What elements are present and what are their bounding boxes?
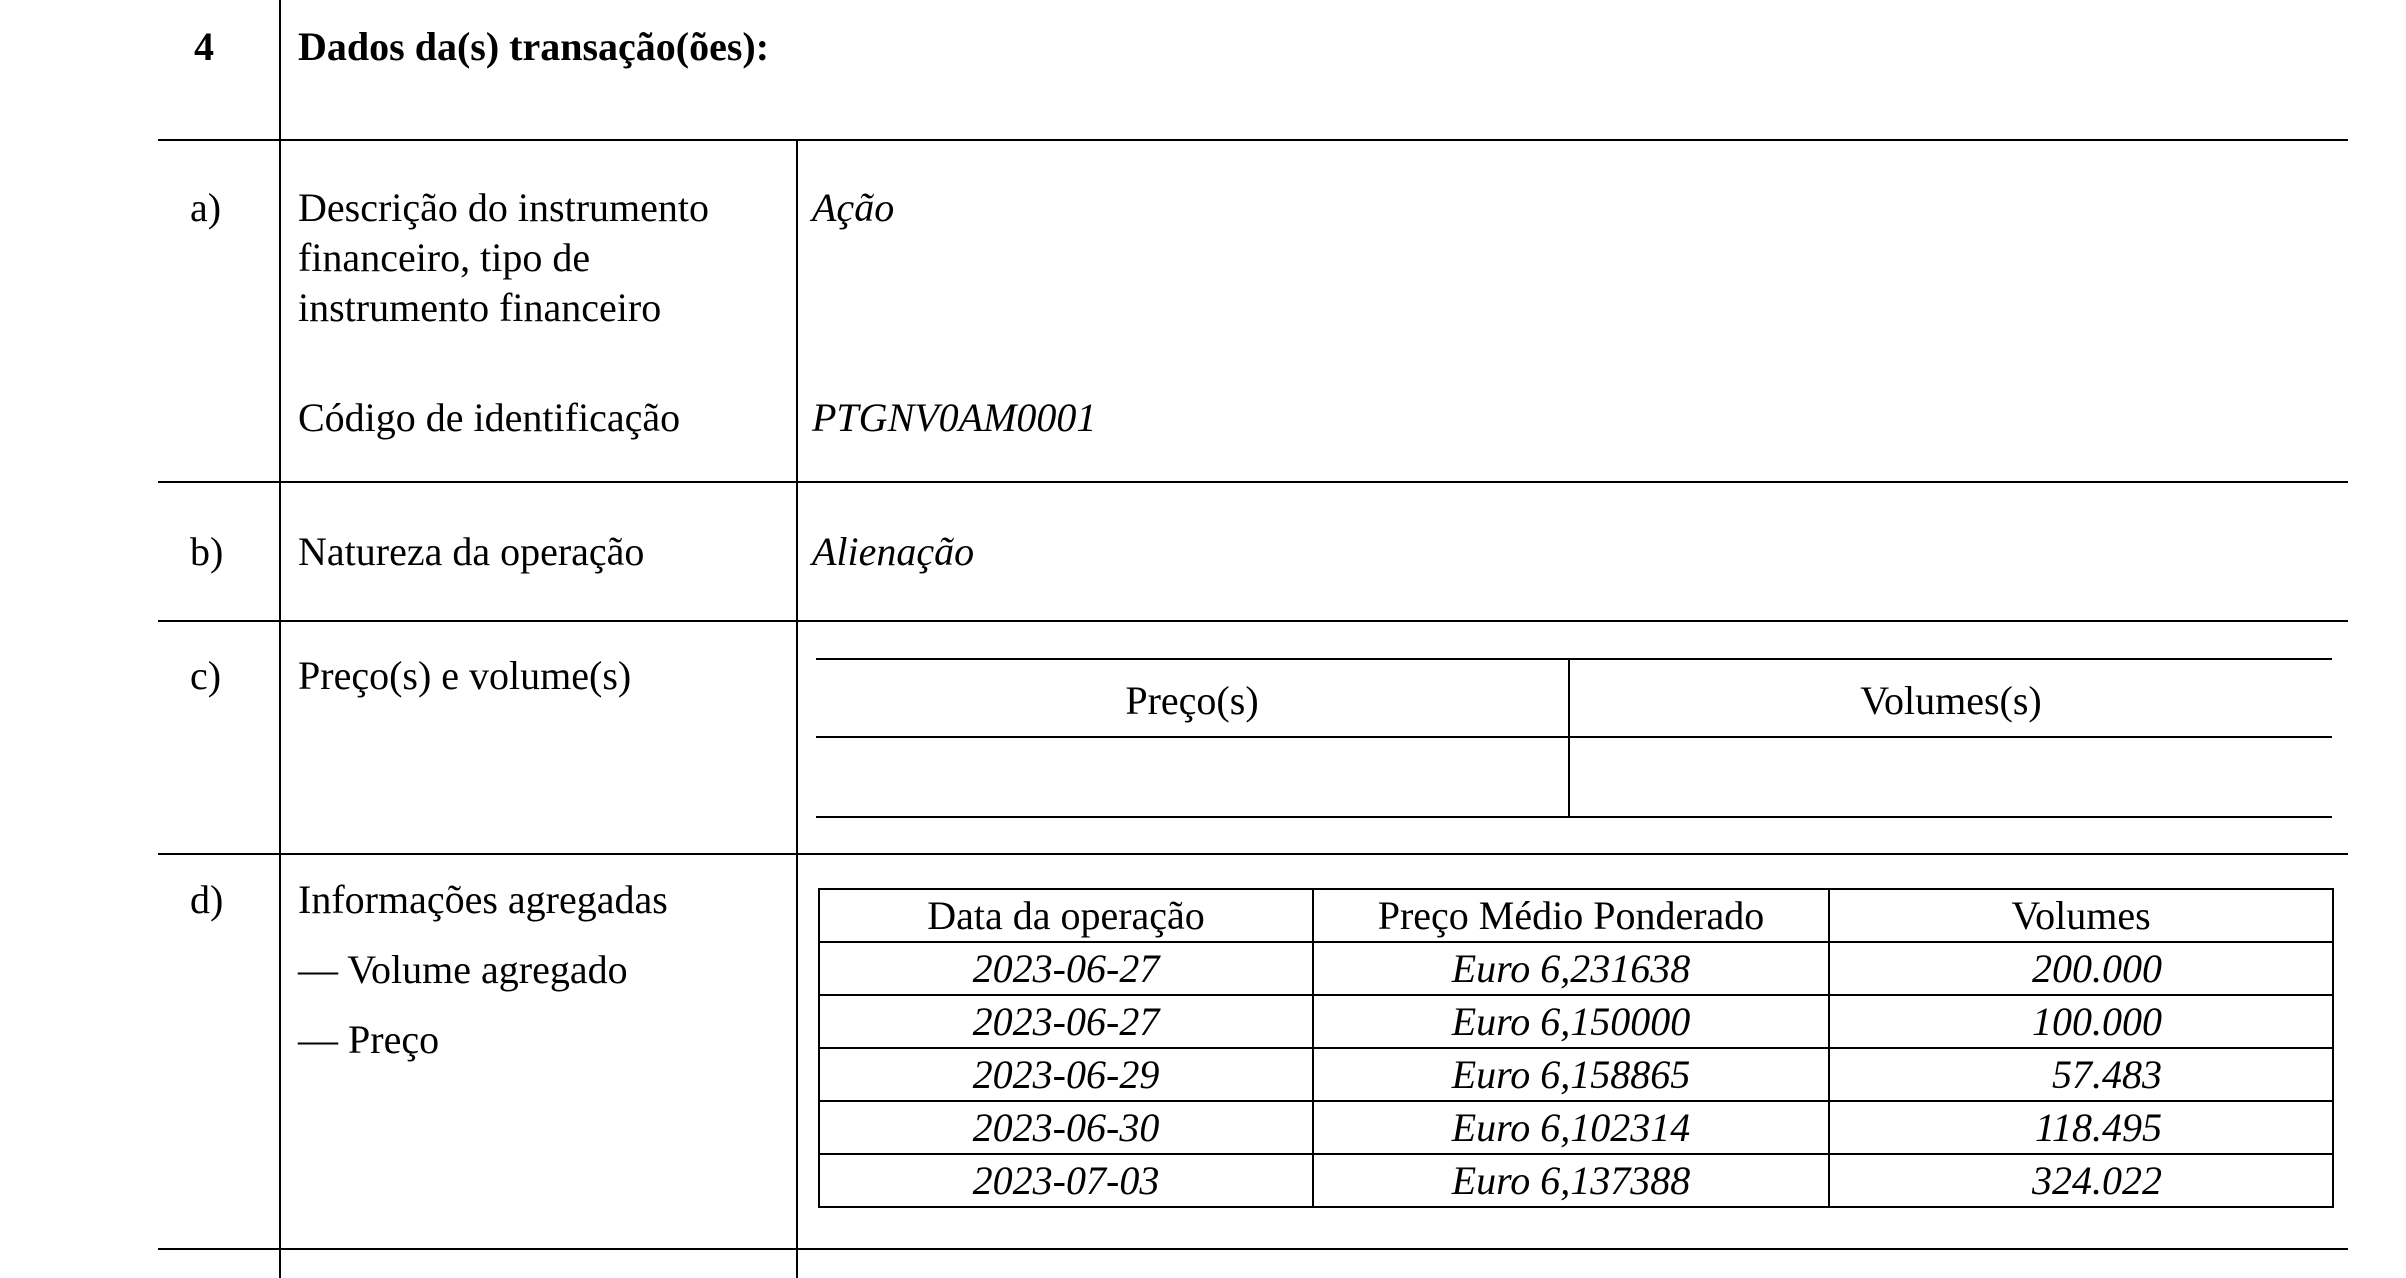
row-label-a: a)	[190, 185, 222, 230]
price-cell: Euro 6,137388	[1313, 1154, 1829, 1207]
date-cell: 2023-06-29	[819, 1048, 1313, 1101]
date-cell: 2023-06-27	[819, 942, 1313, 995]
row-divider	[158, 1248, 2348, 1250]
table-row	[819, 1101, 2333, 1154]
column-divider-middle	[796, 139, 798, 1278]
date-cell: 2023-06-30	[819, 1101, 1313, 1154]
price-cell: Euro 6,102314	[1313, 1101, 1829, 1154]
row-label-c: c)	[190, 653, 222, 698]
volume-cell: 200.000	[1829, 942, 2333, 995]
field-description-line-1: Descrição do instrumento	[298, 185, 709, 230]
instrument-type-value: Ação	[812, 185, 895, 230]
price-cell: Euro 6,158865	[1313, 1048, 1829, 1101]
volume-cell: 324.022	[1829, 1154, 2333, 1207]
table-row	[819, 942, 2333, 995]
field-description-line-2: financeiro, tipo de	[298, 235, 591, 280]
price-cell: Euro 6,150000	[1313, 995, 1829, 1048]
field-description-line-3: instrumento financeiro	[298, 285, 662, 330]
header-date: Data da operação	[819, 889, 1313, 942]
row-label-b: b)	[190, 529, 224, 574]
aggregated-info-label: Informações agregadas	[298, 877, 668, 922]
aggregated-transactions-table	[818, 888, 2334, 1208]
table-row	[819, 995, 2333, 1048]
identification-code-label: Código de identificação	[298, 395, 681, 440]
date-cell: 2023-06-27	[819, 995, 1313, 1048]
header-weighted-average-price: Preço Médio Ponderado	[1313, 889, 1829, 942]
price-volume-label: Preço(s) e volume(s)	[298, 653, 632, 698]
section-number: 4	[194, 24, 214, 69]
table-row	[819, 1154, 2333, 1207]
operation-nature-label: Natureza da operação	[298, 529, 645, 574]
price-volume-table	[816, 658, 2332, 818]
volume-cell: 57.483	[1829, 1048, 2333, 1101]
price-cell: Euro 6,231638	[1313, 942, 1829, 995]
row-divider	[158, 139, 2348, 141]
volume-cell: 100.000	[1829, 995, 2333, 1048]
row-label-d: d)	[190, 877, 224, 922]
table-row	[819, 1048, 2333, 1101]
table-header-row	[819, 889, 2333, 942]
row-divider	[158, 853, 2348, 855]
header-volumes: Volumes	[1829, 889, 2333, 942]
section-title: Dados da(s) transação(ões):	[298, 24, 770, 69]
column-divider-left	[279, 0, 281, 1278]
identification-code-value: PTGNV0AM0001	[812, 395, 1097, 440]
operation-nature-value: Alienação	[812, 529, 975, 574]
row-divider	[158, 620, 2348, 622]
row-divider	[158, 481, 2348, 483]
price-column-header: Preço(s)	[1125, 678, 1259, 723]
volume-cell: 118.495	[1829, 1101, 2333, 1154]
date-cell: 2023-07-03	[819, 1154, 1313, 1207]
volume-column-header: Volumes(s)	[1860, 678, 2042, 723]
aggregated-price-label: — Preço	[298, 1017, 440, 1062]
aggregated-volume-label: — Volume agregado	[298, 947, 628, 992]
